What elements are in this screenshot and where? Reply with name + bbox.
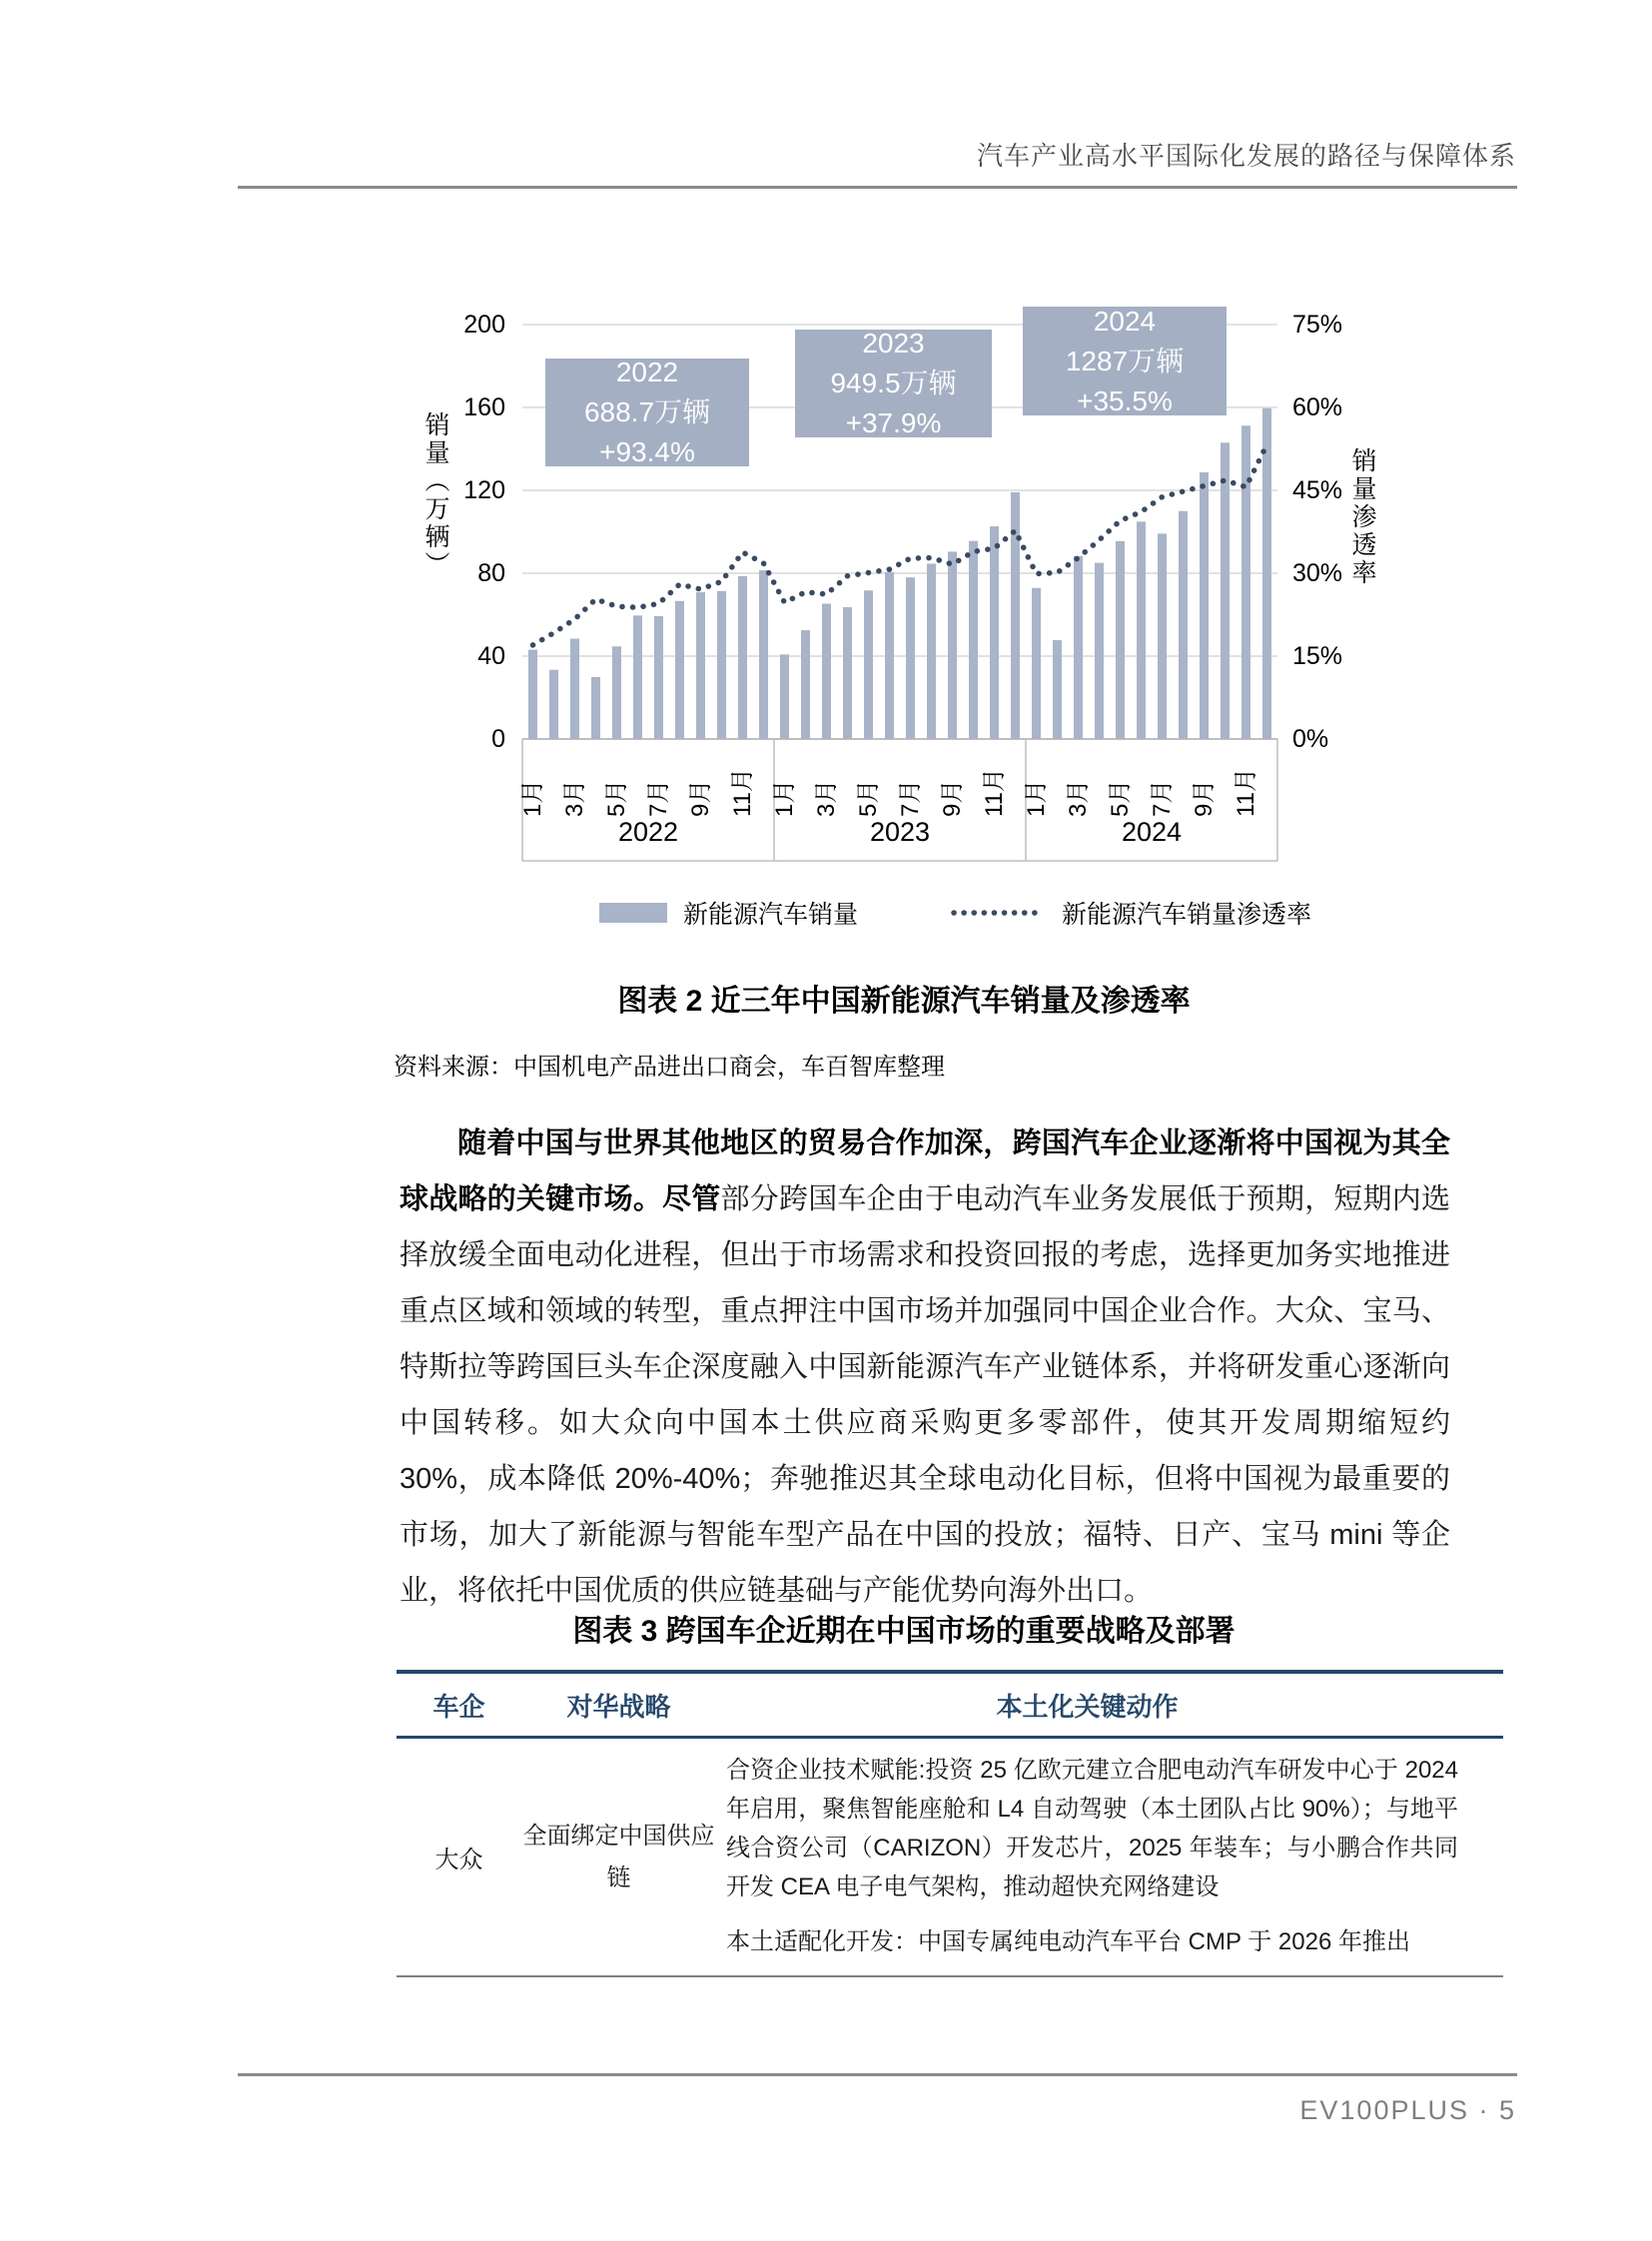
right-axis-tick: 0% — [1292, 725, 1329, 753]
legend-line-label: 新能源汽车销量渗透率 — [1062, 901, 1312, 929]
right-axis-tick: 60% — [1292, 393, 1343, 421]
month-tick: 7月 — [644, 779, 672, 817]
cell-company: 大众 — [434, 1847, 483, 1873]
legend-bar-swatch — [599, 903, 667, 923]
cell-action-1: 合资企业技术赋能:投资 25 亿欧元建立合肥电动汽车研发中心于 2024 年启用，聚焦智能座舱和 L4 自动驾驶（本土团队占比 90%）；与地平线合资公司（CARIZON）开发芯片，2025 年装车；与小鹏合作共同开发 CEA 电子电气架构，推动超快充网络建设 — [726, 1757, 1458, 1900]
month-tick: 1月 — [1022, 779, 1050, 817]
month-tick: 3月 — [1064, 779, 1092, 817]
chart-caption: 图表 2 近三年中国新能源汽车销量及渗透率 — [617, 985, 1191, 1018]
month-tick: 9月 — [686, 779, 714, 817]
left-axis-tick: 0 — [491, 725, 505, 753]
strategy-table — [397, 1670, 1503, 1977]
right-axis-title: 销量渗透率 — [1348, 447, 1376, 587]
left-axis-tick: 80 — [477, 559, 505, 587]
footer-rule — [238, 2073, 1517, 2076]
month-tick: 5月 — [854, 779, 882, 817]
annotation-2024-year: 2024 — [1093, 305, 1157, 337]
chart-legend — [599, 895, 1311, 931]
body-paragraph-regular: 部分跨国车企由于电动汽车业务发展低于预期，短期内选择放缓全面电动化进程，但出于市场需求和投资回报的考虑，选择更加务实地推进重点区域和领域的转型，重点押注中国市场并加强同中国企业合作。大众、宝马、特斯拉等跨国巨头车企深度融入中国新能源汽车产业链体系，并将研发重心逐渐向中国转移。如大众向中国本土供应商采购更多零部件，使其开发周期缩短约 30%，成本降低 20%-40%；奔驰推迟其全球电动化目标，但将中国视为最重要的市场，加大了新能源与智能车型产品在中国的投放；福特、日产、宝马 mini 等企业，将依托中国优质的供应链基础与产能优势向海外出口。 — [400, 1183, 1450, 1607]
year-label: 2023 — [869, 817, 931, 847]
left-axis-title: 销量（万辆） — [421, 411, 449, 579]
annotation-2022 — [545, 359, 749, 466]
right-axis-tick: 15% — [1292, 642, 1343, 670]
body-paragraph — [400, 1116, 1450, 1619]
chart-axis-labels — [0, 0, 1652, 999]
table-caption: 图表 3 跨国车企近期在中国市场的重要战略及部署 — [572, 1615, 1236, 1648]
right-axis-tick: 75% — [1292, 311, 1343, 339]
annotation-2024-total: 1287万辆+35.5% — [1065, 345, 1185, 416]
table-header-strategy: 对华战略 — [566, 1691, 671, 1722]
year-label: 2024 — [1121, 817, 1183, 847]
left-axis-tick: 40 — [477, 642, 505, 670]
table-header-company: 车企 — [432, 1691, 485, 1722]
month-tick: 1月 — [518, 779, 546, 817]
annotation-2022-year: 2022 — [615, 357, 679, 387]
month-tick: 11月 — [980, 768, 1008, 817]
left-axis-tick: 160 — [463, 393, 505, 421]
annotation-2024 — [1023, 307, 1227, 415]
annotation-2023-year: 2023 — [862, 328, 925, 359]
month-tick: 7月 — [896, 779, 924, 817]
cell-actions — [716, 1739, 1503, 1975]
cell-strategy: 全面绑定中国供应链 — [522, 1822, 715, 1891]
month-tick: 7月 — [1148, 779, 1176, 817]
page-header-title: 汽车产业高水平国际化发展的路径与保障体系 — [976, 141, 1516, 171]
annotation-2023-total: 949.5万辆+37.9% — [830, 368, 957, 438]
year-label: 2022 — [617, 817, 679, 847]
month-tick: 3月 — [560, 779, 588, 817]
cell-action-2: 本土适配化开发：中国专属纯电动汽车平台 CMP 于 2026 年推出 — [726, 1928, 1410, 1955]
right-axis-tick: 45% — [1292, 476, 1343, 504]
table-header-row — [397, 1674, 1503, 1739]
left-axis-tick: 120 — [463, 476, 505, 504]
table-header-actions: 本土化关键动作 — [996, 1691, 1179, 1722]
month-tick: 1月 — [770, 779, 798, 817]
chart-source: 资料来源：中国机电产品进出口商会，车百智库整理 — [394, 1054, 945, 1081]
month-tick: 3月 — [812, 779, 840, 817]
month-tick: 11月 — [728, 768, 756, 817]
body-paragraph-bold: 随着中国与世界其他地区的贸易合作加深，跨国汽车企业逐渐将中国视为其全球战略的关键市场。尽管 — [400, 1127, 1450, 1215]
month-tick: 5月 — [602, 779, 630, 817]
right-axis-tick: 30% — [1292, 559, 1343, 587]
page-footer: EV100PLUS · 5 — [1299, 2095, 1516, 2125]
annotation-2023 — [795, 330, 992, 437]
table-row-volkswagen — [397, 1739, 1503, 1977]
month-tick: 9月 — [1190, 779, 1218, 817]
left-axis-tick: 200 — [463, 311, 505, 339]
month-tick: 5月 — [1106, 779, 1134, 817]
annotation-2022-total: 688.7万辆+93.4% — [583, 396, 711, 467]
month-tick: 11月 — [1232, 768, 1259, 817]
month-tick: 9月 — [938, 779, 966, 817]
legend-bar-label: 新能源汽车销量 — [683, 901, 859, 929]
legend-dotted-swatch — [950, 909, 1046, 917]
